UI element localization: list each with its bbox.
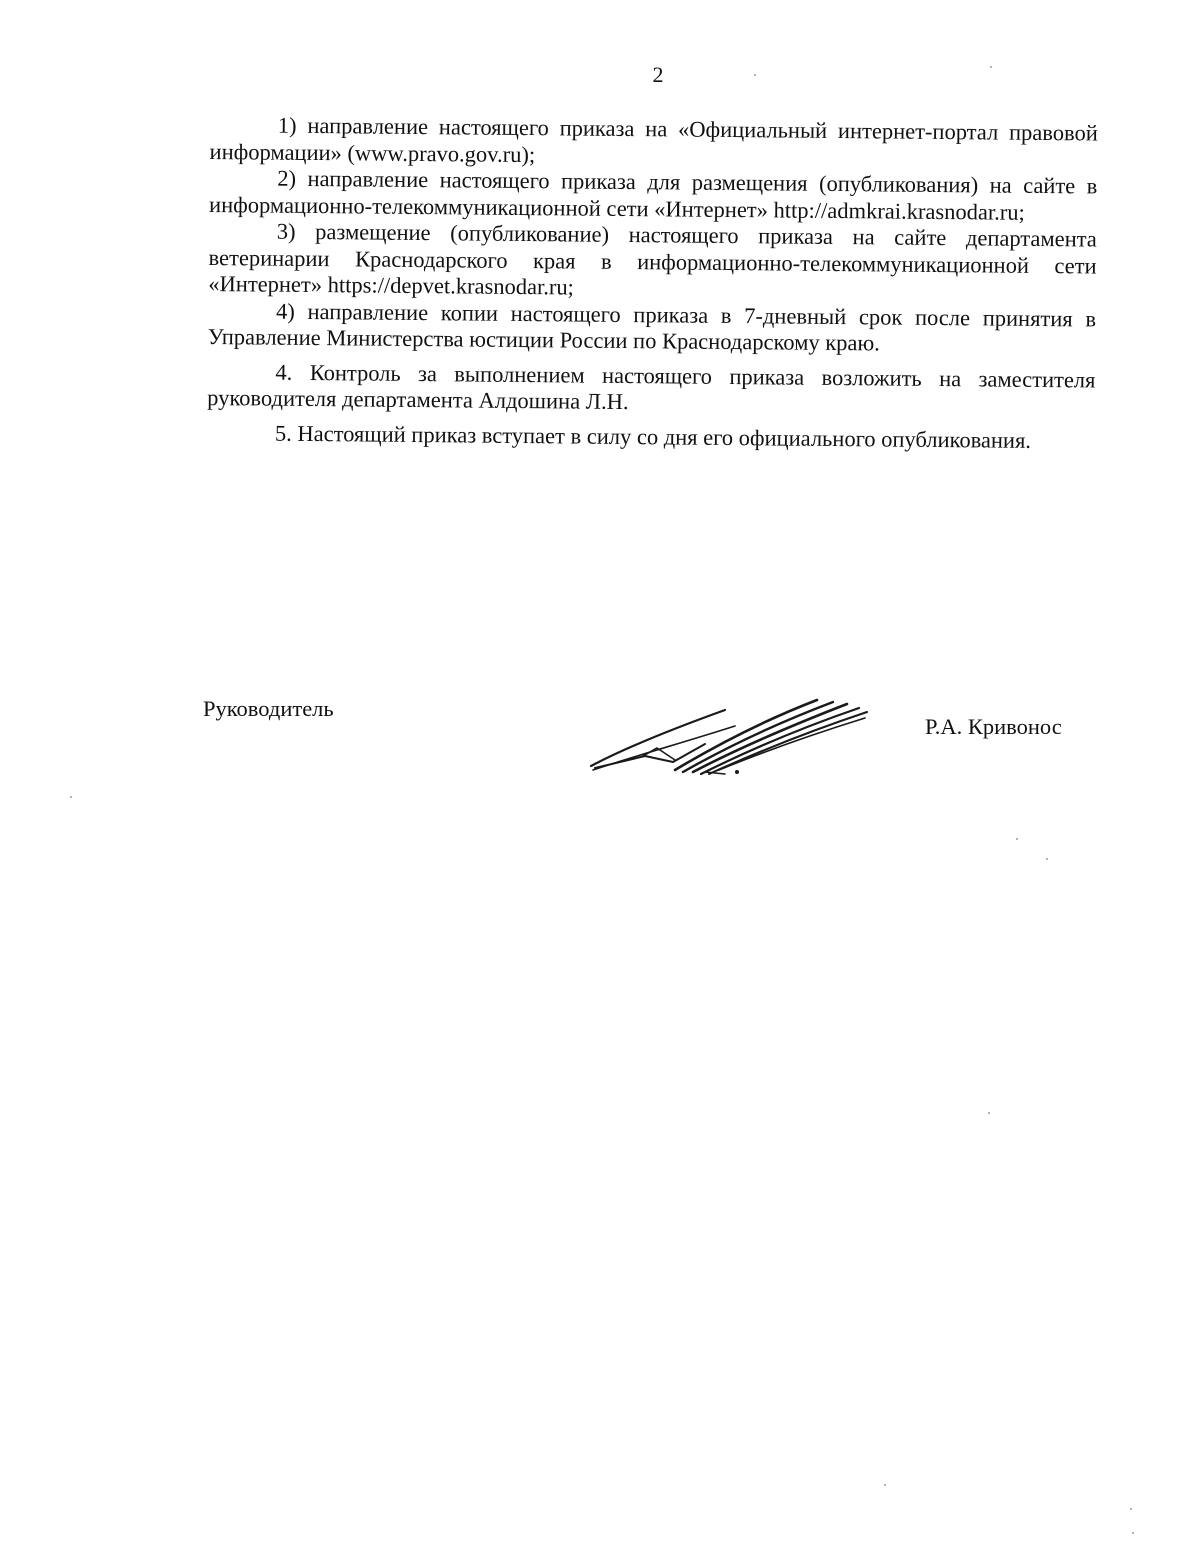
paragraph-item-1: 1) направление настоящего приказа на «Официальный интернет-портал правовой информации» (www.pravo.gov.ru);	[209, 112, 1098, 167]
signatory-role: Руководитель	[203, 696, 334, 721]
scan-speck	[1016, 838, 1018, 840]
scan-speck	[884, 1484, 886, 1486]
signatory-name: Р.А. Кривонос	[925, 714, 1062, 739]
handwritten-signature	[585, 686, 875, 778]
paragraph-clause-5: 5. Настоящий приказ вступает в силу со дня его официального опубликования.	[274, 420, 1032, 453]
paragraph-item-3: 3) размещение (опубликование) настоящего приказа на сайте департамента ветеринарии Краснодарского края в информационно-телекоммуникационной сети «Интернет» https://depvet.krasnodar.ru;	[208, 218, 1097, 300]
document-body	[207, 112, 1098, 463]
scan-speck	[1046, 858, 1048, 860]
paragraph-item-4: 4) направление копии настоящего приказа в 7-дневный срок после принятия в Управление Министерства юстиции России по Краснодарскому краю.	[207, 298, 1097, 356]
scan-speck	[988, 1112, 990, 1114]
scan-speck	[70, 796, 72, 798]
paragraph-clause-4: 4. Контроль за выполнением настоящего приказа возложить на заместителя руководителя департамента Алдошина Л.Н.	[207, 359, 1096, 415]
scan-speck	[1132, 1532, 1134, 1534]
scan-speck	[1130, 1508, 1132, 1510]
scan-speck	[754, 74, 756, 76]
page-number: 2	[652, 62, 664, 87]
paragraph-item-2: 2) направление настоящего приказа для размещения (опубликования) на сайте в информационно-телекоммуникационной сети «Интернет» http://admkrai.krasnodar.ru;	[208, 165, 1098, 225]
scan-speck	[990, 66, 992, 68]
